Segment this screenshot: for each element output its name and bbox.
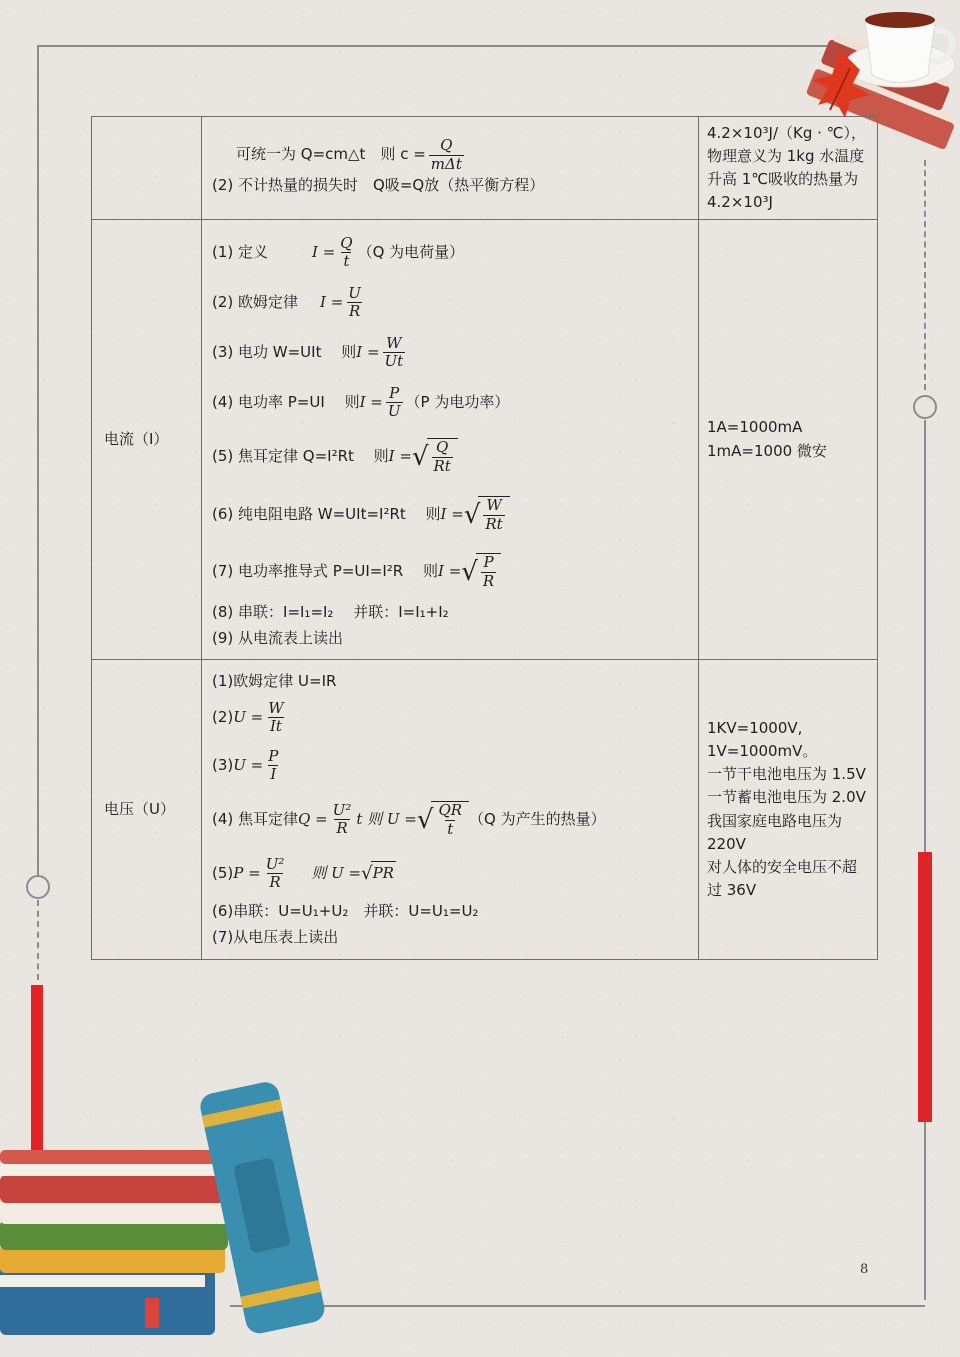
formula-text: (2) 欧姆定律 [212, 292, 299, 311]
fraction-denominator: mΔt [430, 154, 462, 173]
formula-line [212, 278, 688, 328]
fraction-denominator: Ut [384, 352, 404, 370]
fraction-numerator: U [348, 283, 361, 302]
fraction-numerator: Q [340, 233, 353, 252]
formula-text: （Q 为电荷量） [357, 242, 465, 261]
page-number: 8 [860, 1262, 869, 1277]
table-row-heat [92, 117, 878, 220]
formula-line [212, 669, 688, 695]
formula-line [212, 428, 688, 486]
formula-lhs: I = [438, 561, 462, 580]
fraction-numerator: W [486, 496, 502, 515]
fraction [346, 285, 363, 321]
table-row-current [92, 220, 878, 660]
note-text: 我国家庭电路电压为 220V [707, 811, 843, 853]
formula-text: (2) 不计热量的损失时 Q吸=Q放（热平衡方程） [212, 176, 545, 195]
formula-line [212, 626, 688, 652]
fraction [331, 802, 354, 838]
formula-text: （P 为电功率） [405, 392, 510, 411]
fraction-numerator: P [483, 553, 494, 572]
note-text: 对人体的安全电压不超过 36V [707, 858, 858, 900]
table-row-voltage [92, 660, 878, 960]
formula-text: (8) 串联：I=I₁=I₂ 并联：I=I₁+I₂ [212, 602, 449, 621]
formula-text: (1)欧姆定律 U=IR [212, 671, 337, 690]
formula-text: (6) 纯电阻电路 W=UIt=I²Rt 则 [212, 504, 441, 523]
formula-text: (1) 定义 [212, 242, 269, 261]
frame-top-line [38, 45, 898, 47]
fraction-numerator: P [268, 746, 279, 765]
formula-text: (3) [212, 755, 234, 774]
formula-text: (6)串联：U=U₁+U₂ 并联：U=U₁=U₂ [212, 901, 479, 920]
books-illustration [0, 1070, 340, 1357]
notes-cell [699, 660, 878, 960]
formula-line [212, 328, 688, 378]
formula-line [212, 899, 688, 925]
formula-table [91, 116, 878, 960]
note-text: 1mA=1000 微安 [707, 441, 827, 460]
ring-right [913, 395, 937, 419]
note-text: 4.2×10³J/（Kg · ℃），物理意义为 1kg 水温度升高 1℃吸收的热量为 4.2×10³J [707, 123, 867, 212]
formula-text: (5) [212, 863, 234, 882]
fraction-denominator: R [336, 819, 348, 837]
formula-line [212, 741, 688, 791]
formula-text: (4) 电功率 P=UI 则 [212, 392, 360, 411]
fraction-numerator: QR [438, 801, 463, 820]
note-text: 一节蓄电池电压为 2.0V [707, 788, 866, 807]
square-root: √ $\frac{QR}{t}$ [417, 801, 469, 838]
formula-text: (3) 电功 W=UIt 则 [212, 342, 357, 361]
fraction [266, 700, 285, 736]
fraction-denominator: I [270, 765, 277, 783]
formula-lhs: I = [388, 446, 412, 465]
red-bar-right [918, 852, 932, 1122]
formula-text: (4) 焦耳定律 [212, 809, 299, 828]
fraction-numerator: U² [265, 854, 285, 873]
formula-text: (9) 从电流表上读出 [212, 628, 344, 647]
formula-line [212, 137, 688, 173]
notes-cell [699, 220, 878, 660]
fraction-denominator: R [482, 571, 495, 590]
row-label-current: 电流（I） [92, 220, 202, 660]
fraction-denominator: Rt [433, 456, 451, 475]
formula-text: (2) [212, 707, 234, 726]
fraction [429, 137, 464, 173]
fraction-numerator: P [389, 383, 400, 402]
square-root: √ $\frac{W}{Rt}$ [464, 496, 510, 533]
formula-lhs: I = [312, 242, 336, 261]
formula-text: 则 U = [311, 863, 362, 882]
note-text: 1V=1000mV。 [707, 741, 818, 760]
formula-lhs: I = [356, 342, 380, 361]
fraction-numerator: U² [332, 800, 352, 819]
radicand: PR [371, 861, 396, 885]
formula-line [212, 173, 688, 199]
formula-cell [202, 117, 699, 220]
fraction-numerator: W [386, 333, 402, 352]
formula-lhs: Q = [298, 809, 328, 828]
fraction-denominator: R [269, 873, 281, 891]
fraction [264, 856, 287, 892]
fraction-numerator: Q [440, 136, 453, 155]
formula-line [212, 600, 688, 626]
formula-line [212, 378, 688, 428]
formula-lhs: P = [233, 863, 261, 882]
fraction-numerator: Q [436, 438, 449, 457]
formula-line [212, 791, 688, 849]
formula-line [212, 849, 688, 899]
fraction-denominator: t [343, 252, 350, 270]
fraction-denominator: U [387, 402, 401, 420]
frame-right-dashed-line [924, 160, 926, 390]
formula-cell [202, 220, 699, 660]
fraction [432, 439, 453, 475]
row-label-empty [92, 117, 202, 220]
formula-lhs: I = [359, 392, 383, 411]
frame-left-line [37, 45, 39, 875]
note-text: 1KV=1000V, [707, 718, 803, 737]
fraction-denominator: t [447, 819, 454, 838]
formula-lhs: U = [233, 755, 264, 774]
note-text: 1A=1000mA [707, 418, 803, 437]
square-root: √ $\frac{P}{R}$ [461, 553, 501, 590]
fraction [386, 385, 403, 421]
fraction-denominator: It [269, 717, 282, 735]
fraction-denominator: R [348, 302, 361, 320]
formula-text: (5) 焦耳定律 Q=I²Rt 则 [212, 446, 389, 465]
fraction-denominator: Rt [485, 514, 503, 533]
formula-line [212, 486, 688, 544]
formula-text: t 则 U = [356, 809, 417, 828]
fraction [481, 554, 496, 590]
frame-left-dashed-line [37, 900, 39, 980]
formula-text: 可统一为 Q=cm△t 则 c = [236, 145, 426, 164]
fraction [436, 802, 464, 838]
formula-text: (7) 电功率推导式 P=UI=I²R 则 [212, 561, 438, 580]
formula-lhs: I = [440, 504, 464, 523]
fraction [383, 335, 406, 371]
formula-line [212, 544, 688, 600]
formula-lhs: I = [320, 292, 344, 311]
square-root: √ PR [361, 861, 396, 885]
ring-left [26, 875, 50, 899]
formula-text: （Q 为产生的热量） [469, 809, 606, 828]
formula-line [212, 695, 688, 741]
fraction [338, 235, 354, 271]
formula-line [212, 925, 688, 951]
fraction [483, 497, 504, 533]
notes-cell [699, 117, 878, 220]
formula-text: (7)从电压表上读出 [212, 927, 339, 946]
note-text: 一节干电池电压为 1.5V [707, 765, 866, 783]
fraction [266, 748, 280, 784]
row-label-voltage: 电压（U） [92, 660, 202, 960]
fraction-numerator: W [268, 698, 284, 717]
formula-line [212, 228, 688, 278]
square-root: √ $\frac{Q}{Rt}$ [412, 438, 458, 475]
formula-lhs: U = [233, 707, 264, 726]
formula-cell [202, 660, 699, 960]
